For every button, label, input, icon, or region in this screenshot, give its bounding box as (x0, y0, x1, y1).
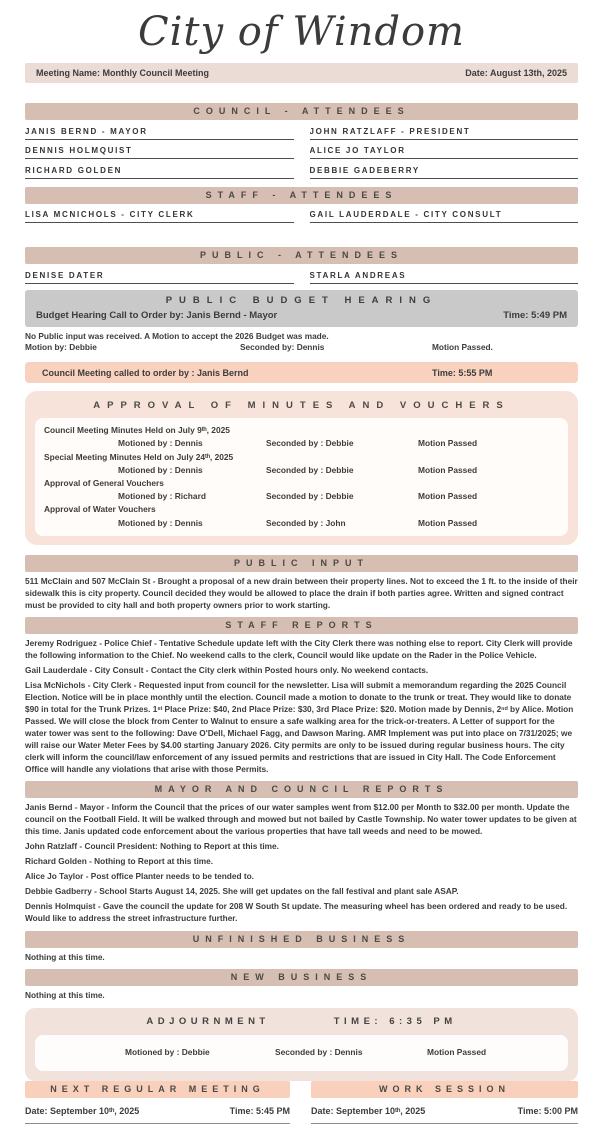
next-regular-meeting-row (25, 1106, 290, 1124)
city-of-windom-logo: City of Windom (138, 9, 465, 55)
new-business-header: NEW BUSINESS (25, 969, 578, 986)
attendee-name: DEBBIE GADEBERRY (310, 159, 579, 179)
next-regular-meeting-block (25, 1081, 290, 1124)
approval-title: APPROVAL OF MINUTES AND VOUCHERS (93, 400, 510, 412)
motioned-by: Motioned by : Debbie (125, 1047, 210, 1058)
approval-item-label: Special Meeting Minutes Held on July 24ᵗʰ, 2025 (44, 451, 234, 462)
council-attendees-list (25, 120, 578, 179)
attendee-name: JANIS BERND - MAYOR (25, 120, 294, 140)
work-session-time: Time: 5:00 PM (517, 1106, 578, 1116)
motion-result: Motion Passed (418, 438, 478, 449)
public-attendees-list (25, 264, 578, 284)
call-to-order-time: Time: 5:55 PM (432, 367, 493, 378)
unfinished-business-body: Nothing at this time. (25, 951, 105, 962)
mayor-report-paragraph: Dennis Holmquist - Gave the council the update for 208 W South St update. The measuring wheel has been ordered and ready to be used. Would like to address the street infrastructure further. (25, 900, 568, 923)
attendee-name: GAIL LAUDERDALE - CITY CONSULT (310, 204, 579, 224)
attendee-name: DENNIS HOLMQUIST (25, 140, 294, 160)
staff-report-paragraph: Jeremy Rodriguez - Police Chief - Tentative Schedule update left with the City Clerk there was nothing else to report. City Clerk will provide the following information to the Chief. No weekend calls to the clerk, Council would like update on the Rader in the Police Vehicle. (25, 638, 573, 661)
call-to-order-label: Council Meeting called to order by : Janis Bernd (42, 367, 249, 378)
staff-attendees-header: STAFF - ATTENDEES (25, 187, 578, 204)
attendee-name: STARLA ANDREAS (310, 264, 579, 284)
seconded-by: Seconded by : Debbie (266, 438, 354, 449)
motioned-by: Motioned by : Dennis (118, 438, 203, 449)
next-meeting-date: Date: September 10ᵗʰ, 2025 (25, 1106, 140, 1116)
meeting-info-bar (25, 63, 578, 83)
next-regular-meeting-header: NEXT REGULAR MEETING (25, 1081, 290, 1098)
seconded-by: Seconded by: Dennis (240, 342, 325, 353)
mayor-report-paragraph: Debbie Gadberry - School Starts August 14, 2025. She will get updates on the fall festival and plant sale ASAP. (25, 885, 459, 896)
seconded-by: Seconded by : Debbie (266, 491, 354, 502)
approval-items (35, 418, 568, 536)
budget-hearing-note: No Public input was received. A Motion to accept the 2026 Budget was made. (25, 330, 329, 341)
seconded-by: Seconded by : John (266, 517, 346, 528)
staff-report-paragraph: Lisa McNichols - City Clerk - Requested input from council for the newsletter. Lisa will submit a memorandum regarding the 2025 Council Election. Notice will be in place monthly until the election. Council made a motion to donate to the trunk or treat. They would like to donate $90 in total for the Trunk Prizes. 1ˢᵗ Place Prize: $40, 2nd Place Prize: $30, 3rd Place Prize: $20. Motion made by Dennis, 2ⁿᵈ by Alice. Motion Passed. We will close the block from Center to Walnut to ensure a safe walking area for the trick-or-treaters. A Letter of support for the water tower was sent to the following: Dave O'Dell, Michael Fagg, and Dawson Maring. AMR Implement was put into place on 7/31/2025; we will raise our Water Meter Fees by $4.00 starting January 2026. City permits are only to be issued during regular business hours. The city clerk will inform the council/law enforcement of any issued permits and restrictions that are issued in City Hall. The Code Enforcement Office will handle any violations that arise with those Permits. (25, 680, 574, 774)
adjournment-motions (35, 1035, 568, 1070)
council-call-to-order-bar (25, 362, 578, 383)
motion-result: Motion Passed (418, 491, 478, 502)
approval-item-label: Council Meeting Minutes Held on July 9ᵗʰ, 2025 (44, 425, 230, 436)
council-attendees-header: COUNCIL - ATTENDEES (25, 103, 578, 120)
motion-result: Motion Passed (418, 517, 478, 528)
approval-item-label: Approval of Water Vouchers (44, 504, 156, 515)
mayor-council-reports-header: MAYOR AND COUNCIL REPORTS (25, 781, 578, 798)
adjournment-time: TIME: 6:35 PM (333, 1016, 457, 1028)
work-session-header: WORK SESSION (311, 1081, 578, 1098)
public-input-body: 511 McClain and 507 McClain St - Brought a proposal of a new drain between their property lines. Not to exceed the 1 ft. to the inside of their sidewalk this is city property. Council decided they would be allowed to place the drain if both parties agree. Written and signed contract must be provided to city hall and both property owners prior to work starting. (25, 575, 578, 610)
next-meeting-time: Time: 5:45 PM (229, 1106, 290, 1116)
seconded-by: Seconded by : Dennis (275, 1047, 363, 1058)
motioned-by: Motioned by : Richard (118, 491, 206, 502)
attendee-name: ALICE JO TAYLOR (310, 140, 579, 160)
mayor-report-paragraph: Richard Golden - Nothing to Report at this time. (25, 856, 214, 867)
mayor-report-paragraph: Alice Jo Taylor - Post office Planter needs to be tended to. (25, 870, 254, 881)
staff-attendees-list (25, 204, 578, 224)
budget-hearing-time: Time: 5:49 PM (503, 309, 567, 321)
approval-item-motions (35, 437, 568, 450)
motion-result: Motion Passed (427, 1047, 487, 1058)
approval-item-motions (35, 464, 568, 477)
budget-motion-row (25, 342, 578, 354)
new-business-body: Nothing at this time. (25, 990, 105, 1001)
budget-call-to-order: Budget Hearing Call to Order by: Janis Bernd - Mayor (36, 309, 278, 321)
public-input-header: PUBLIC INPUT (25, 555, 578, 572)
adjournment-header (35, 1013, 568, 1030)
motion-result: Motion Passed (418, 464, 478, 475)
budget-call-to-order-row (25, 309, 578, 323)
motion-result: Motion Passed. (432, 342, 493, 353)
motioned-by: Motioned by : Dennis (118, 517, 203, 528)
public-attendees-header: PUBLIC - ATTENDEES (25, 247, 578, 264)
approval-item-motions (35, 490, 568, 503)
attendee-name: DENISE DATER (25, 264, 294, 284)
seconded-by: Seconded by : Debbie (266, 464, 354, 475)
staff-report-paragraph: Gail Lauderdale - City Consult - Contact the City clerk within Posted hours only. No weekend contacts. (25, 665, 429, 676)
attendee-name: RICHARD GOLDEN (25, 159, 294, 179)
adjournment-title: ADJOURNMENT (146, 1016, 270, 1028)
attendee-name: LISA MCNICHOLS - CITY CLERK (25, 204, 294, 224)
adjournment-box (25, 1008, 578, 1080)
approval-item-label: Approval of General Vouchers (44, 477, 164, 488)
motioned-by: Motioned by : Dennis (118, 464, 203, 475)
motion-by: Motion by: Debbie (25, 342, 97, 353)
approval-of-minutes-box (25, 391, 578, 545)
meeting-name: Meeting Name: Monthly Council Meeting (36, 68, 210, 78)
work-session-date: Date: September 10ᵗʰ, 2025 (311, 1106, 426, 1116)
footer-meetings (25, 1081, 578, 1124)
mayor-report-paragraph: Janis Bernd - Mayor - Inform the Council that the prices of our water samples went from $12.00 per Month to $32.00 per month. Update the council on the Football Field. It will be walked through and mowed but not bailed by Castle Township. No water tower updates to be given at this time. Janis updated code enforcement about the various properties that have tall weeds and need to be mowed. (25, 802, 577, 837)
staff-reports-header: STAFF REPORTS (25, 617, 578, 634)
public-budget-hearing-title: PUBLIC BUDGET HEARING (165, 294, 438, 306)
public-budget-hearing-box (25, 290, 578, 327)
work-session-block (311, 1081, 578, 1124)
approval-item-motions (35, 517, 568, 530)
attendee-name: JOHN RATZLAFF - PRESIDENT (310, 120, 579, 140)
adjournment-motion-row (35, 1046, 568, 1059)
mayor-report-paragraph: John Ratzlaff - Council President: Nothing to Report at this time. (25, 841, 279, 852)
unfinished-business-header: UNFINISHED BUSINESS (25, 931, 578, 948)
meeting-date: Date: August 13th, 2025 (465, 68, 567, 78)
work-session-row (311, 1106, 578, 1124)
